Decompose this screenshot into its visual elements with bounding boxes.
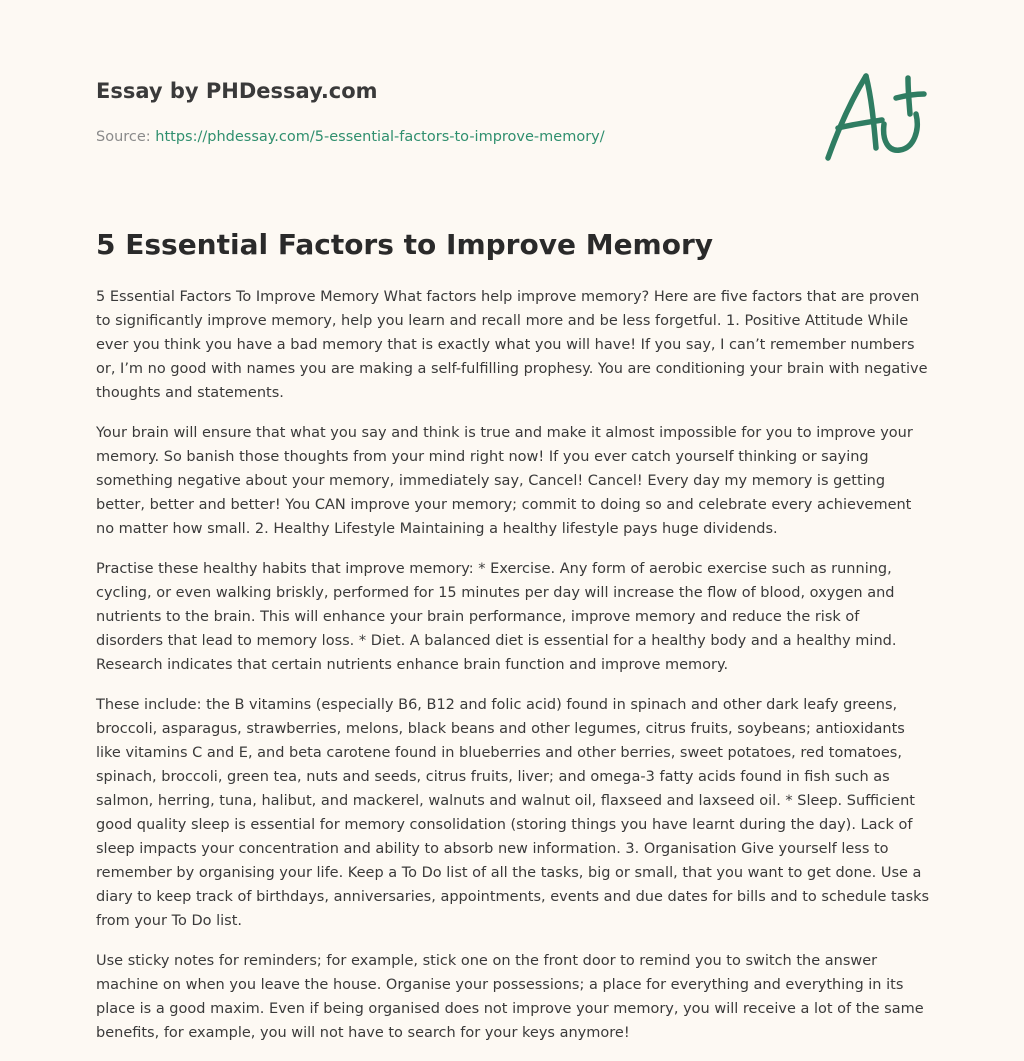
- essay-body: [96, 285, 930, 1061]
- site-title: Essay by PHDessay.com: [96, 79, 378, 103]
- a-plus-logo-icon: [820, 68, 930, 164]
- essay-title: 5 Essential Factors to Improve Memory: [96, 228, 714, 261]
- source-link[interactable]: https://phdessay.com/5-essential-factors-to-improve-memory/: [155, 129, 605, 145]
- source-label: Source:: [96, 129, 151, 145]
- source-line: [96, 127, 736, 147]
- paragraph: Use sticky notes for reminders; for example, stick one on the front door to remind you to switch the answer machine on when you leave the house. Organise your possessions; a place for everything and everything in its place is a good maxim. Even if being organised does not improve your memory, you will receive a lot of the same benefits, for example, you will not have to search for your keys anymore!: [96, 953, 924, 1041]
- paragraph: Practise these healthy habits that improve memory: * Exercise. Any form of aerobic exercise such as running, cycling, or even walking briskly, performed for 15 minutes per day will increase the flow of blood, oxygen and nutrients to the brain. This will enhance your brain performance, improve memory and reduce the risk of disorders that lead to memory loss. * Diet. A balanced diet is essential for a healthy body and a healthy mind. Research indicates that certain nutrients enhance brain function and improve memory.: [96, 561, 897, 673]
- page-header: [96, 76, 736, 147]
- paragraph: Your brain will ensure that what you say and think is true and make it almost impossible for you to improve your memory. So banish those thoughts from your mind right now! If you ever catch yourself thinking or saying something negative about your memory, immediately say, Cancel! Cancel! Every day my memory is getting better, better and better! You CAN improve your memory; commit to doing so and celebrate every achievement no matter how small. 2. Healthy Lifestyle Maintaining a healthy lifestyle pays huge dividends.: [96, 425, 913, 537]
- paragraph: 5 Essential Factors To Improve Memory What factors help improve memory? Here are five factors that are proven to significantly improve memory, help you learn and recall more and be less forgetful. 1. Positive Attitude While ever you think you have a bad memory that is exactly what you will have! If you say, I can’t remember numbers or, I’m no good with names you are making a self-fulfilling prophesy. You are conditioning your brain with negative thoughts and statements.: [96, 289, 928, 401]
- paragraph: These include: the B vitamins (especially B6, B12 and folic acid) found in spinach and other dark leafy greens, broccoli, asparagus, strawberries, melons, black beans and other legumes, citrus fruits, soybeans; antioxidants like vitamins C and E, and beta carotene found in blueberries and other berries, sweet potatoes, red tomatoes, spinach, broccoli, green tea, nuts and seeds, citrus fruits, liver; and omega-3 fatty acids found in fish such as salmon, herring, tuna, halibut, and mackerel, walnuts and walnut oil, flaxseed and laxseed oil. * Sleep. Sufficient good quality sleep is essential for memory consolidation (storing things you have learnt during the day). Lack of sleep impacts your concentration and ability to absorb new information. 3. Organisation Give yourself less to remember by organising your life. Keep a To Do list of all the tasks, big or small, that you want to get done. Use a diary to keep track of birthdays, anniversaries, appointments, events and due dates for bills and to schedule tasks from your To Do list.: [96, 697, 930, 929]
